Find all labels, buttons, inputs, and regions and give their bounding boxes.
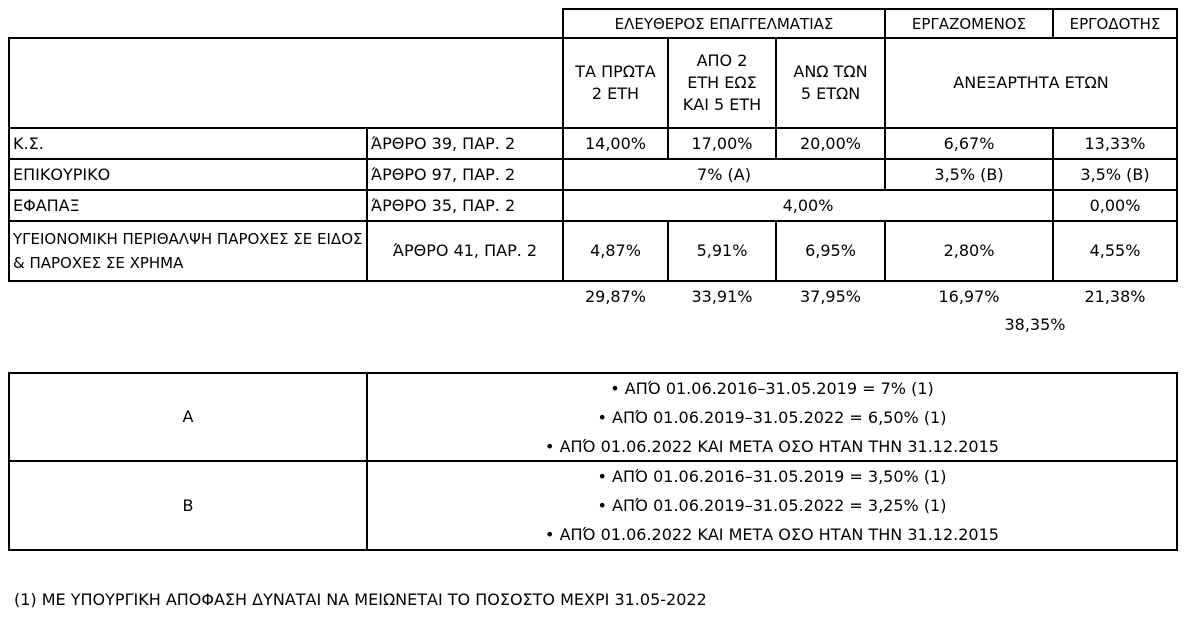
table-border: [8, 549, 1178, 551]
total-employer: 21,38%: [1084, 287, 1146, 306]
value-first-2: 14,00%: [584, 133, 646, 153]
note-bullet: • ΑΠΌ 01.06.2019–31.05.2022 = 3,25% (1): [597, 496, 947, 515]
value-over-5: 20,00%: [799, 133, 861, 153]
row-article: ΆΡΘΡΟ 39, ΠΑΡ. 2: [371, 133, 516, 153]
header-employee: ΕΡΓΑΖΟΜΕΝΟΣ: [911, 14, 1027, 33]
note-bullet: • ΑΠΌ 01.06.2022 ΚΑΙ ΜΕΤΑ ΟΣΟ ΗΤΑΝ ΤΗΝ 31.12.2015: [545, 525, 999, 544]
subheader-regardless-years: ΑΝΕΞΑΡΤΗΤΑ ΕΤΩΝ: [953, 73, 1109, 92]
note-bullet: • ΑΠΌ 01.06.2016–31.05.2019 = 7% (1): [610, 379, 934, 398]
value-2-to-5: 17,00%: [691, 133, 753, 153]
row-name: Κ.Σ.: [13, 133, 44, 153]
note-bullet: • ΑΠΌ 01.06.2016–31.05.2019 = 3,50% (1): [597, 467, 947, 486]
value-2-to-5: 5,91%: [696, 241, 748, 260]
total-first-2: 29,87%: [584, 287, 646, 306]
note-bullet: • ΑΠΌ 01.06.2022 ΚΑΙ ΜΕΤΑ ΟΣΟ ΗΤΑΝ ΤΗΝ 31.12.2015: [545, 437, 999, 456]
note-bullets-b: [368, 462, 1176, 549]
header-freelancer: ΕΛΕΥΘΕΡΟΣ ΕΠΑΓΓΕΛΜΑΤΙΑΣ: [614, 14, 834, 33]
subheader-2-to-5-years: ΑΠΟ 2 ΕΤΗ ΕΩΣ ΚΑΙ 5 ΕΤΗ: [682, 51, 762, 114]
value-over-5: 6,95%: [805, 241, 856, 260]
row-article: ΆΡΘΡΟ 35, ΠΑΡ. 2: [371, 195, 516, 215]
note-label-a: Α: [182, 407, 194, 426]
note-bullets-a: [368, 374, 1176, 460]
footnote: (1) ΜΕ ΥΠΟΥΡΓΙΚΗ ΑΠΟΦΑΣΗ ΔΥΝΑΤΑΙ ΝΑ ΜΕΙΩΝΕΤΑΙ ΤΟ ΠΟΣΟΣΤΟ ΜΕΧΡΙ 31.05-2022: [14, 590, 707, 609]
value-employer: 13,33%: [1084, 133, 1146, 153]
value-first-2: 4,87%: [590, 241, 641, 260]
table-border: [1176, 8, 1178, 282]
row-article: ΆΡΘΡΟ 41, ΠΑΡ. 2: [392, 241, 538, 260]
total-2-to-5: 33,91%: [691, 287, 753, 306]
row-name: ΕΠΙΚΟΥΡΙΚΟ: [13, 164, 111, 184]
row-article: ΆΡΘΡΟ 97, ΠΑΡ. 2: [371, 164, 516, 184]
total-employee: 16,97%: [938, 287, 1000, 306]
row-name: ΕΦΑΠΑΞ: [13, 195, 80, 215]
value-employer: 3,5% (Β): [1080, 164, 1150, 184]
value-freelancer-merged: 7% (Α): [697, 164, 751, 184]
subheader-over-5-years: ΑΝΩ ΤΩΝ 5 ΕΤΩΝ: [793, 62, 868, 103]
note-bullet: • ΑΠΌ 01.06.2019–31.05.2022 = 6,50% (1): [597, 408, 947, 427]
table-border: [1176, 372, 1178, 551]
table-border: [8, 280, 1178, 282]
total-over-5: 37,95%: [799, 287, 861, 306]
row-name: ΥΓΕΙΟΝΟΜΙΚΗ ΠΕΡΙΘΑΛΨΗ ΠΑΡΟΧΕΣ ΣΕ ΕΙΔΟΣ & ΠΑΡΟΧΕΣ ΣΕ ΧΡΗΜΑ: [13, 230, 363, 272]
subheader-first-2-years: ΤΑ ΠΡΩΤΑ 2 ΕΤΗ: [575, 62, 656, 103]
value-employer: 4,55%: [1089, 241, 1141, 260]
value-employer: 0,00%: [1089, 195, 1141, 215]
total-employee-employer-sum: 38,35%: [1004, 315, 1066, 334]
value-freelancer-employee-merged: 4,00%: [782, 195, 834, 215]
value-employee: 2,80%: [943, 241, 995, 260]
value-employee: 3,5% (Β): [934, 164, 1004, 184]
note-label-b: Β: [182, 495, 194, 515]
header-employer: ΕΡΓΟΔΟΤΗΣ: [1069, 14, 1161, 33]
value-employee: 6,67%: [943, 133, 995, 153]
